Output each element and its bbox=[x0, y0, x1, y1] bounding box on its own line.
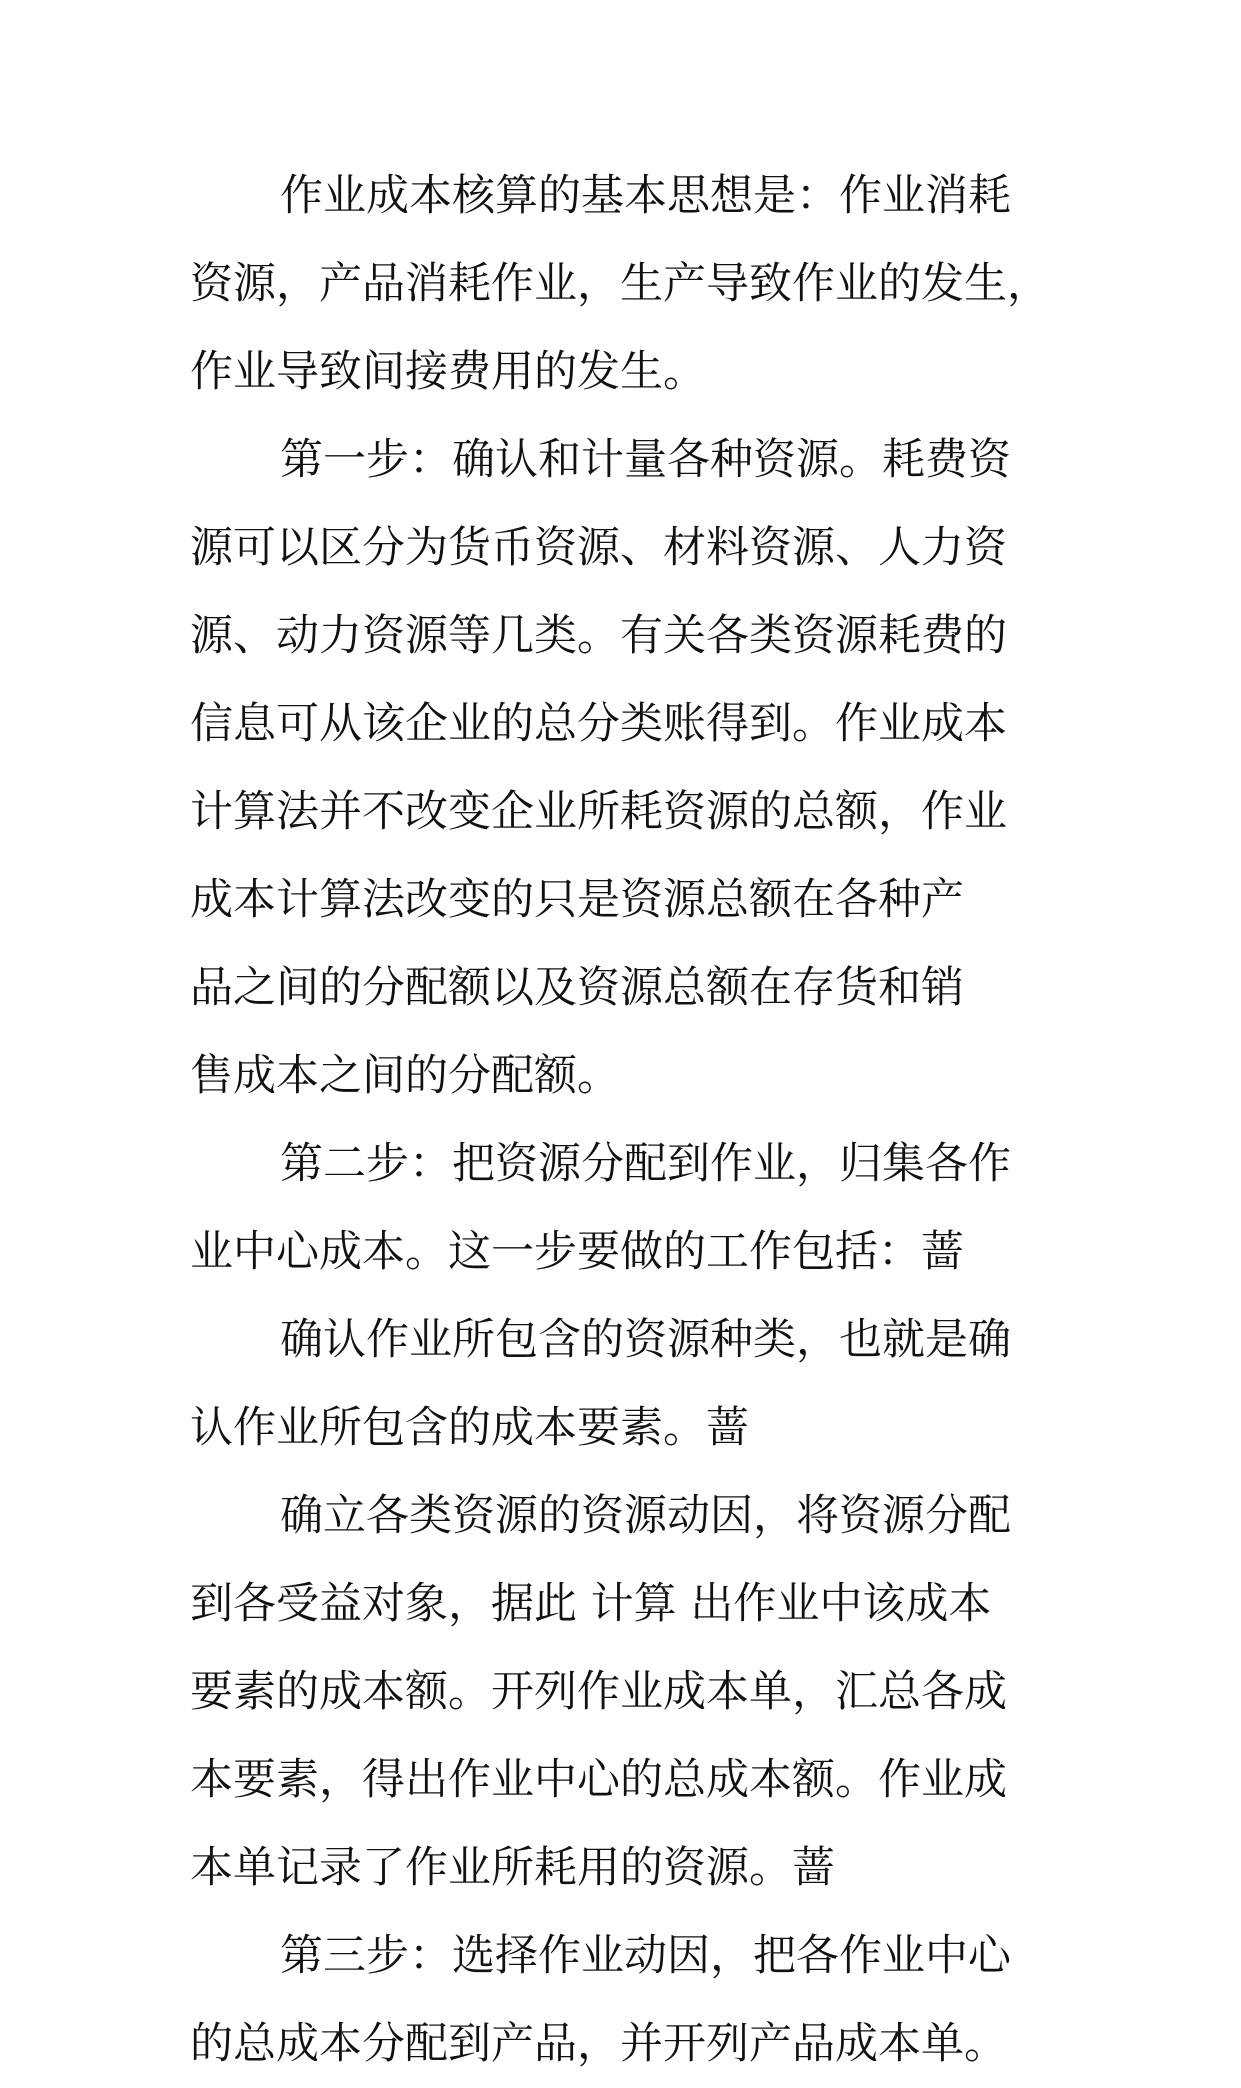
paragraph-line: 本单记录了作业所耗用的资源。蔷 bbox=[190, 1843, 835, 1893]
paragraph-line: 作业导致间接费用的发生。 bbox=[190, 347, 706, 397]
paragraph-line: 计算法并不改变企业所耗资源的总额，作业 bbox=[190, 787, 1007, 837]
paragraph-line: 源可以区分为货币资源、材料资源、人力资 bbox=[190, 523, 1007, 573]
paragraph-line: 业中心成本。这一步要做的工作包括：蔷 bbox=[190, 1227, 964, 1277]
paragraph-line: 到各受益对象，据此 计算 出作业中该成本 bbox=[190, 1579, 992, 1629]
document-body bbox=[190, 152, 1090, 2088]
paragraph-line: 第三步：选择作业动因，把各作业中心 bbox=[280, 1931, 1011, 1981]
paragraph-line: 第二步：把资源分配到作业，归集各作 bbox=[280, 1139, 1011, 1189]
paragraph-line: 作业成本核算的基本思想是：作业消耗 bbox=[280, 171, 1011, 221]
paragraph-line: 源、动力资源等几类。有关各类资源耗费的 bbox=[190, 611, 1007, 661]
paragraph-line: 确认作业所包含的资源种类，也就是确 bbox=[280, 1315, 1011, 1365]
paragraph-line: 确立各类资源的资源动因，将资源分配 bbox=[280, 1491, 1011, 1541]
paragraph-line: 成本计算法改变的只是资源总额在各种产 bbox=[190, 875, 964, 925]
paragraph-line: 信息可从该企业的总分类账得到。作业成本 bbox=[190, 699, 1007, 749]
paragraph-line: 第一步：确认和计量各种资源。耗费资 bbox=[280, 435, 1011, 485]
paragraph-line: 本要素，得出作业中心的总成本额。作业成 bbox=[190, 1755, 1007, 1805]
paragraph-line: 资源，产品消耗作业，生产导致作业的发生， bbox=[190, 259, 1050, 309]
paragraph-line: 要素的成本额。开列作业成本单，汇总各成 bbox=[190, 1667, 1007, 1717]
paragraph-line: 认作业所包含的成本要素。蔷 bbox=[190, 1403, 749, 1453]
paragraph-line: 品之间的分配额以及资源总额在存货和销 bbox=[190, 963, 964, 1013]
paragraph-line: 的总成本分配到产品，并开列产品成本单。 bbox=[190, 2019, 1007, 2069]
paragraph-line: 售成本之间的分配额。 bbox=[190, 1051, 620, 1101]
